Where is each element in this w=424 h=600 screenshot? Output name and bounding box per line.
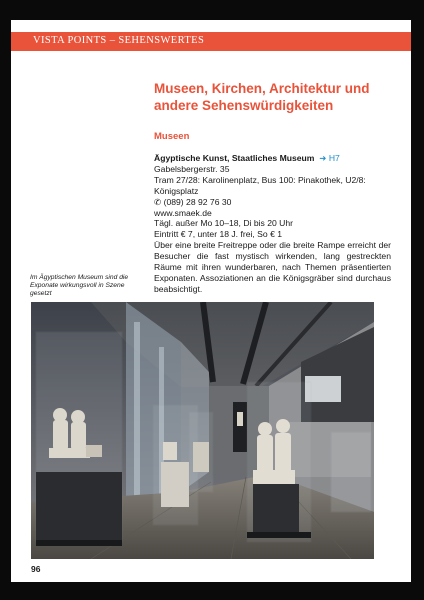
book-page (11, 20, 411, 582)
entry-phone: ✆ (089) 28 92 76 30 (154, 196, 232, 207)
entry-hours: Tägl. außer Mo 10–18, Di bis 20 Uhr (154, 218, 293, 229)
header-title: VISTA POINTS – SEHENSWERTES (33, 35, 205, 46)
header-band (11, 32, 411, 51)
grid-reference: H7 (328, 153, 340, 163)
entry-description: Über eine breite Freitreppe oder die breite Rampe erreicht der Besucher die fast mystisch wirkenden, lang gestreckten Räume mit ihren wunderbaren, nach Themen präsentierten Exponaten. Assoziationen an die Königsgräber sind durchaus beabsichtigt. (154, 240, 391, 294)
map-arrow-icon: ➜ (316, 153, 329, 163)
museum-entry (154, 153, 391, 295)
entry-address: Gabelsbergerstr. 35 (154, 163, 230, 174)
subsection-title: Museen (154, 131, 190, 142)
museum-hall-photo (31, 302, 374, 559)
entry-admission: Eintritt € 7, unter 18 J. frei, So € 1 (154, 229, 283, 240)
photo-caption: Im Ägyptischen Museum sind die Exponate wirkungsvoll in Szene gesetzt (30, 274, 129, 298)
section-title: Museen, Kirchen, Architektur und andere Sehenswürdigkeiten (154, 81, 370, 113)
entry-heading (154, 153, 391, 164)
entry-name: Ägyptische Kunst, Staatliches Museum (154, 153, 315, 163)
page-number: 96 (31, 564, 41, 574)
entry-transport: Tram 27/28: Karolinenplatz, Bus 100: Pinakothek, U2/8: Königsplatz (154, 174, 366, 196)
entry-website[interactable]: www.smaek.de (154, 207, 212, 218)
